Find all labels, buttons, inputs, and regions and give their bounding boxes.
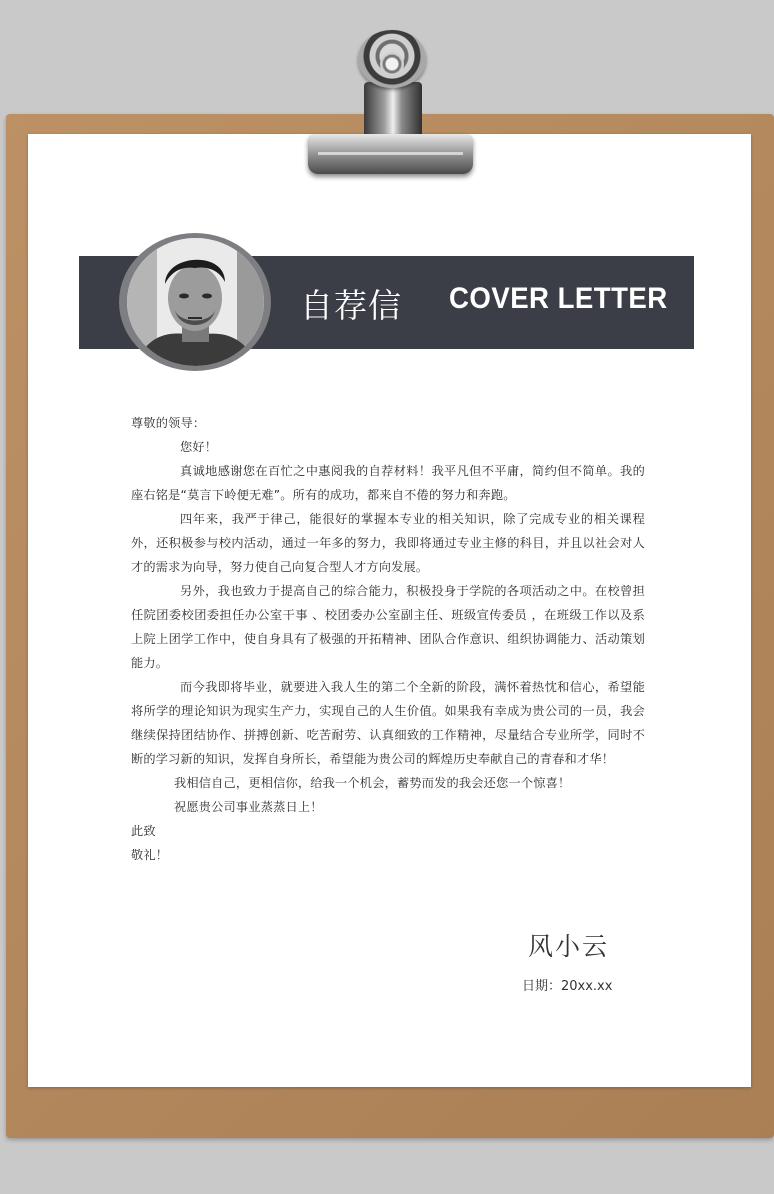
paragraph: 祝愿贵公司事业蒸蒸日上！ <box>174 800 323 814</box>
closing-line: 敬礼！ <box>131 848 169 862</box>
paragraph: 四年来，我严于律己，能很好的掌握本专业的相关知识，除了完成专业的相关课程外，还积极参与校内活动，通过一年多的努力，我即将通过专业主修的科目，并且以社会对人才的需求为向导，努力使自己向复合型人才方向发展。 <box>131 512 645 574</box>
salutation: 尊敬的领导： <box>131 416 206 430</box>
title-chinese: 自荐信 <box>300 286 402 325</box>
title-english: COVER LETTER <box>449 282 668 315</box>
greeting: 您好！ <box>180 440 218 454</box>
clip-rivet <box>380 52 404 76</box>
portrait-icon <box>127 238 264 366</box>
paragraph: 真诚地感谢您在百忙之中惠阅我的自荐材料！我平凡但不平庸，简约但不简单。我的座右铭是“莫言下岭便无难”。所有的成功，都来自不倦的努力和奔跑。 <box>131 464 645 502</box>
paragraph: 另外，我也致力于提高自己的综合能力，积极投身于学院的各项活动之中。在校曾担任院团委校团委担任办公室干事 、校团委办公室副主任、班级宣传委员 ，在班级工作以及系上院上团学工作中，使自身具有了极强的开拓精神、团队合作意识、组织协调能力、活动策划能力。 <box>131 584 645 670</box>
paragraph: 而今我即将毕业，就要进入我人生的第二个全新的阶段，满怀着热忱和信心，希望能将所学的理论知识为现实生产力，实现自己的人生价值。如果我有幸成为贵公司的一员，我会继续保持团结协作、拼搏创新、吃苦耐劳、认真细致的工作精神，尽量结合专业所学，同时不断的学习新的知识，发挥自身所长，希望能为贵公司的辉煌历史奉献自己的青春和才华！ <box>131 680 645 766</box>
closing-line: 此致 <box>131 824 156 838</box>
signature: 风小云 <box>528 932 610 961</box>
paragraph: 我相信自己，更相信你，给我一个机会，蓄势而发的我会还您一个惊喜！ <box>174 776 571 790</box>
binder-clip <box>308 134 473 174</box>
avatar <box>127 238 264 366</box>
date: 日期：20xx.xx <box>522 979 613 994</box>
letter-body <box>131 411 645 867</box>
